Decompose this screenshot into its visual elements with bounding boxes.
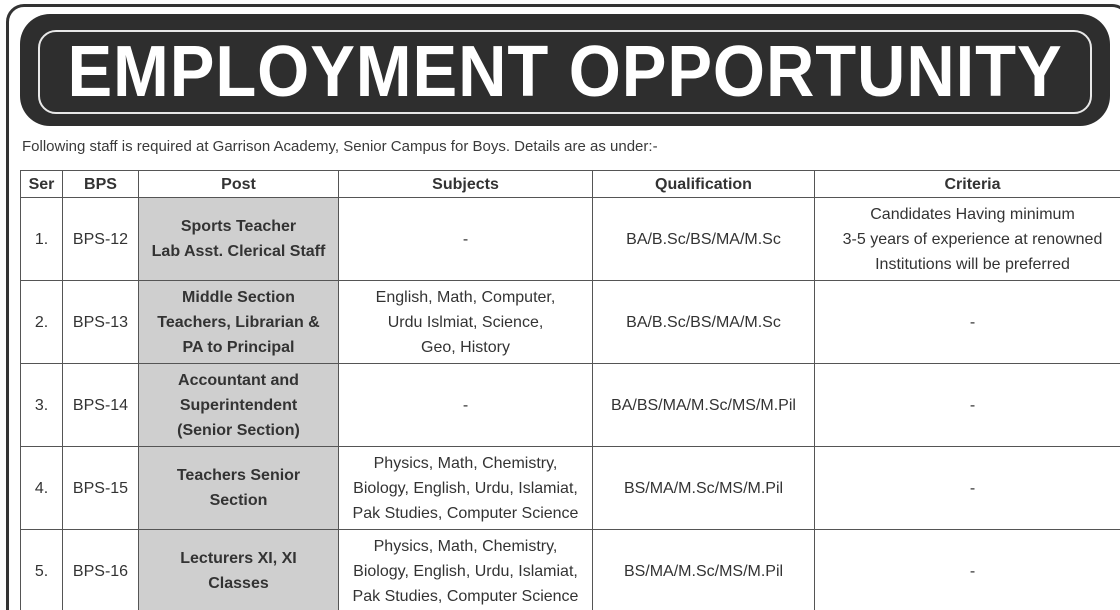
table-row xyxy=(21,198,1120,281)
cell-ser: 2. xyxy=(21,281,63,364)
cell-ser: 5. xyxy=(21,530,63,610)
post-line: Superintendent xyxy=(179,396,298,414)
title-banner-inner-border xyxy=(38,30,1092,114)
post-line: Lecturers XI, XI xyxy=(180,550,297,567)
subjects-line: Physics, Math, Chemistry, xyxy=(373,454,558,472)
cell-bps: BPS-14 xyxy=(63,364,139,447)
table-row xyxy=(21,447,1120,530)
post-line: Middle Section xyxy=(182,288,295,306)
subjects-line: Urdu Islmiat, Science, xyxy=(387,313,544,331)
cell-bps: BPS-13 xyxy=(63,281,139,364)
cell-subjects xyxy=(339,447,593,530)
post-line: Teachers, Librarian & xyxy=(157,313,320,331)
table-row xyxy=(21,530,1120,610)
subjects-line: Biology, English, Urdu, Islamiat, xyxy=(353,562,578,580)
criteria-line: Institutions will be preferred xyxy=(875,255,1070,273)
cell-qualification: BS/MA/M.Sc/MS/M.Pil xyxy=(593,447,815,530)
post-line: Teachers Senior xyxy=(176,467,301,484)
criteria-line: - xyxy=(969,562,976,580)
subjects-line: Biology, English, Urdu, Islamiat, xyxy=(353,479,578,497)
cell-qualification: BS/MA/M.Sc/MS/M.Pil xyxy=(593,530,815,610)
post-line: (Senior Section) xyxy=(177,421,300,439)
cell-subjects xyxy=(339,198,593,281)
post-line: Lab Asst. Clerical Staff xyxy=(151,243,326,260)
cell-ser: 3. xyxy=(21,364,63,447)
cell-subjects xyxy=(339,530,593,610)
post-line: Sports Teacher xyxy=(180,218,297,235)
subjects-line: English, Math, Computer, xyxy=(375,288,556,306)
post-line: PA to Principal xyxy=(182,338,295,356)
criteria-line: - xyxy=(969,313,976,331)
header-subjects: Subjects xyxy=(339,171,593,198)
subjects-line: - xyxy=(462,230,469,248)
subjects-line: Physics, Math, Chemistry, xyxy=(373,537,558,555)
cell-post xyxy=(139,364,339,447)
subjects-line: Pak Studies, Computer Science xyxy=(352,504,579,522)
cell-post xyxy=(139,198,339,281)
header-criteria: Criteria xyxy=(815,171,1120,198)
cell-post xyxy=(139,447,339,530)
cell-ser: 4. xyxy=(21,447,63,530)
cell-qualification: BA/B.Sc/BS/MA/M.Sc xyxy=(593,281,815,364)
header-ser: Ser xyxy=(21,171,63,198)
cell-subjects xyxy=(339,364,593,447)
subjects-line: Geo, History xyxy=(421,338,510,356)
page-title: EMPLOYMENT OPPORTUNITY xyxy=(67,32,1063,112)
subjects-line: Pak Studies, Computer Science xyxy=(352,587,579,605)
header-qualification: Qualification xyxy=(593,171,815,198)
jobs-table xyxy=(20,170,1120,610)
title-banner xyxy=(20,14,1110,126)
cell-subjects xyxy=(339,281,593,364)
cell-qualification: BA/B.Sc/BS/MA/M.Sc xyxy=(593,198,815,281)
criteria-line: Candidates Having minimum xyxy=(870,205,1075,223)
cell-criteria xyxy=(815,198,1120,281)
post-line: Section xyxy=(209,492,268,509)
cell-criteria xyxy=(815,447,1120,530)
cell-criteria xyxy=(815,530,1120,610)
cell-bps: BPS-16 xyxy=(63,530,139,610)
cell-ser: 1. xyxy=(21,198,63,281)
cell-bps: BPS-12 xyxy=(63,198,139,281)
cell-criteria xyxy=(815,281,1120,364)
cell-qualification: BA/BS/MA/M.Sc/MS/M.Pil xyxy=(593,364,815,447)
cell-post xyxy=(139,530,339,610)
criteria-line: 3-5 years of experience at renowned xyxy=(842,230,1103,248)
post-line: Classes xyxy=(208,575,269,592)
header-bps: BPS xyxy=(63,171,139,198)
criteria-line: - xyxy=(969,479,976,497)
post-line: Accountant and xyxy=(178,371,299,389)
header-post: Post xyxy=(139,171,339,198)
intro-text: Following staff is required at Garrison Academy, Senior Campus for Boys. Details are as under:- xyxy=(22,138,658,155)
cell-bps: BPS-15 xyxy=(63,447,139,530)
table-row xyxy=(21,364,1120,447)
table-header-row xyxy=(21,171,1120,198)
criteria-line: - xyxy=(969,396,976,414)
cell-criteria xyxy=(815,364,1120,447)
subjects-line: - xyxy=(462,396,469,414)
table-row xyxy=(21,281,1120,364)
cell-post xyxy=(139,281,339,364)
